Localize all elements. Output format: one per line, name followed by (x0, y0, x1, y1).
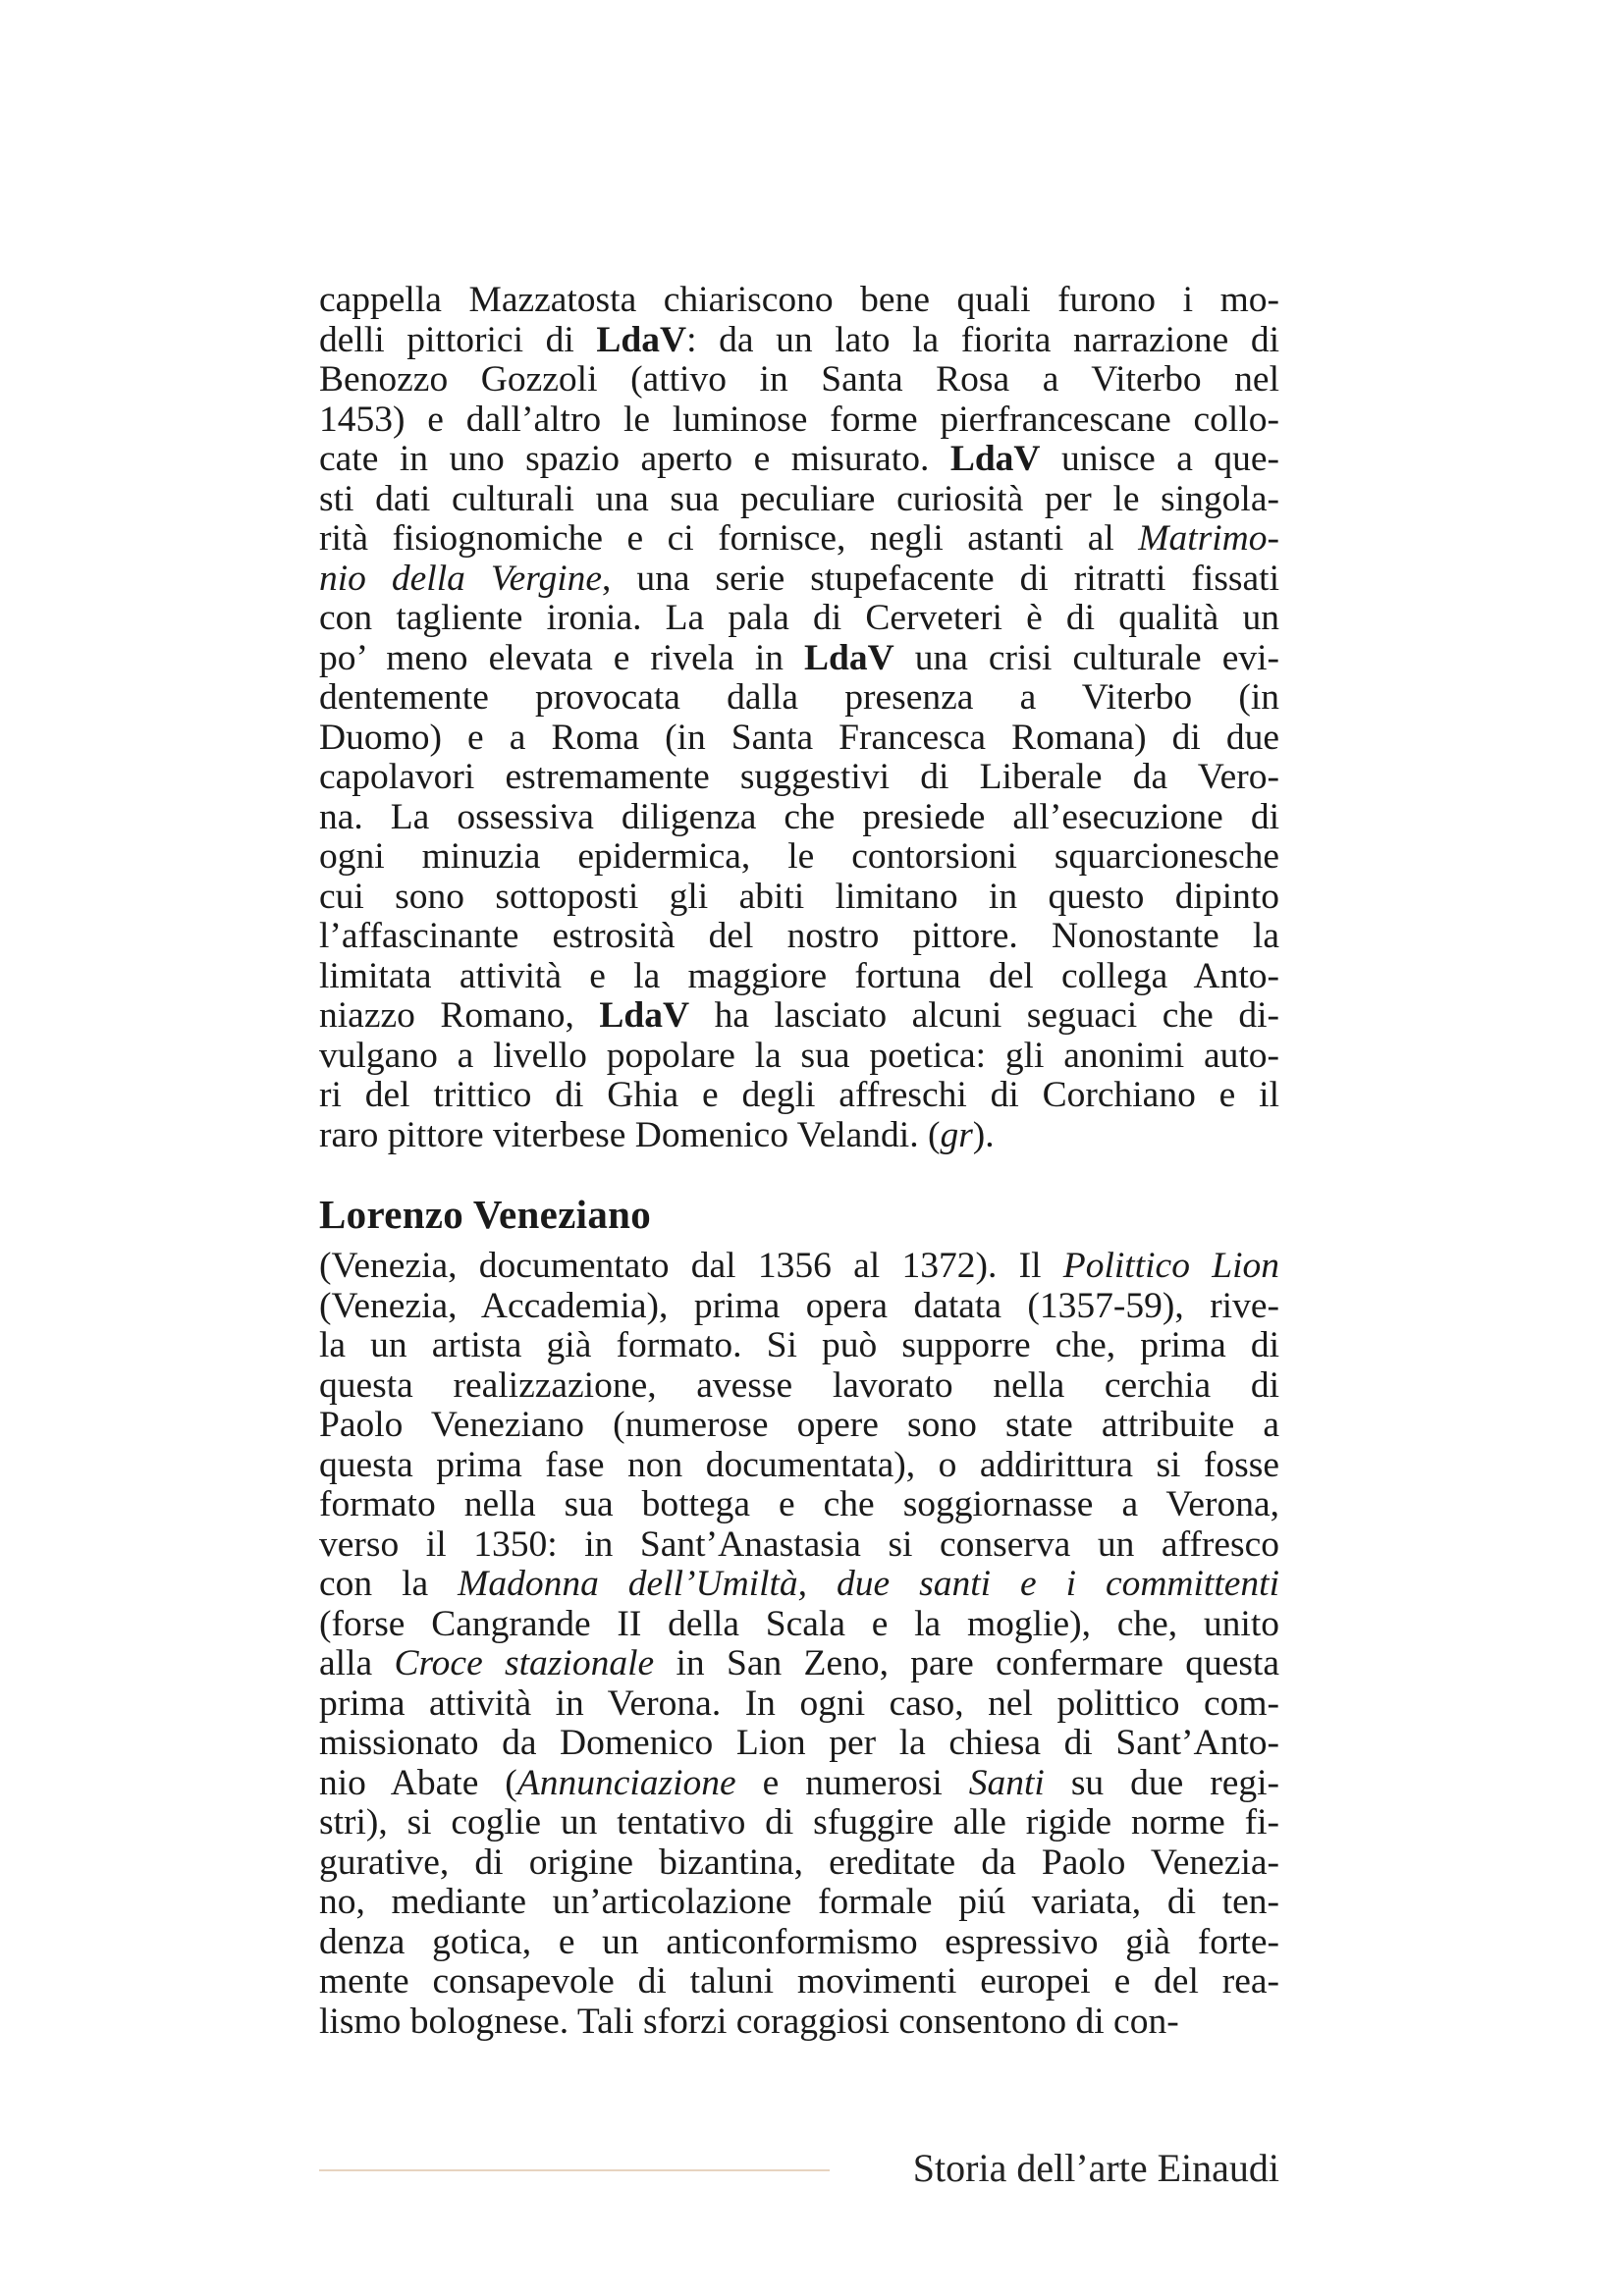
para2-line: mente consapevole di taluni movimenti europei e del rea- (319, 1961, 1279, 2002)
para1-line: dentemente provocata dalla presenza a Viterbo (in (319, 677, 1279, 718)
para1-line: 1453) e dall’altro le luminose forme pierfrancescane collo- (319, 399, 1279, 440)
para1-line: l’affascinante estrosità del nostro pittore. Nonostante la (319, 916, 1279, 956)
para1-line: ri del trittico di Ghia e degli affreschi di Corchiano e il (319, 1075, 1279, 1115)
para1-line: vulgano a livello popolare la sua poetica: gli anonimi auto- (319, 1035, 1279, 1076)
para2-line: (Venezia, Accademia), prima opera datata (1357-59), rive- (319, 1285, 1279, 1326)
para1-line: rità fisiognomiche e ci fornisce, negli astanti al Matrimo- (319, 518, 1279, 559)
para2-line: questa prima fase non documentata), o addirittura si fosse (319, 1444, 1279, 1485)
para2-line: verso il 1350: in Sant’Anastasia si conserva un affresco (319, 1523, 1279, 1565)
para2-line: lismo bolognese. Tali sforzi coraggiosi consentono di con- (319, 2001, 1179, 2042)
para1-line: raro pittore viterbese Domenico Velandi. (gr). (319, 1114, 995, 1155)
para1-line: Benozzo Gozzoli (attivo in Santa Rosa a Viterbo nel (319, 359, 1279, 400)
para2-line: Paolo Veneziano (numerose opere sono state attribuite a (319, 1405, 1279, 1445)
para2-line: stri), si coglie un tentativo di sfuggire alle rigide norme fi- (319, 1802, 1279, 1842)
para1-line: ogni minuzia epidermica, le contorsioni squarcionesche (319, 836, 1279, 877)
para2-line: alla Croce stazionale in San Zeno, pare confermare questa (319, 1643, 1279, 1683)
para1-line: Duomo) e a Roma (in Santa Francesca Romana) di due (319, 717, 1279, 758)
para2-line: nio Abate (Annunciazione e numerosi Santi su due regi- (319, 1762, 1279, 1803)
para1-line: sti dati culturali una sua peculiare curiosità per le singola- (319, 478, 1279, 519)
para2-line: no, mediante un’articolazione formale piú variata, di ten- (319, 1882, 1279, 1922)
para1-line: na. La ossessiva diligenza che presiede all’esecuzione di (319, 796, 1279, 837)
para1-line: niazzo Romano, LdaV ha lasciato alcuni seguaci che di- (319, 995, 1279, 1036)
para2-line: (Venezia, documentato dal 1356 al 1372). Il Polittico Lion (319, 1246, 1279, 1286)
para2-line: la un artista già formato. Si può supporre che, prima di (319, 1325, 1279, 1365)
para2-line: gurative, di origine bizantina, ereditate da Paolo Venezia- (319, 1842, 1279, 1883)
para2-line: formato nella sua bottega e che soggiornasse a Verona, (319, 1484, 1279, 1524)
para1-line: nio della Vergine, una serie stupefacente di ritratti fissati (319, 558, 1280, 599)
para1-line: con tagliente ironia. La pala di Cerveteri è di qualità un (319, 598, 1279, 638)
para1-line: cui sono sottoposti gli abiti limitano in questo dipinto (319, 876, 1279, 917)
footer-series-title: Storia dell’arte Einaudi (912, 2146, 1279, 2190)
para1-line: po’ meno elevata e rivela in LdaV una crisi culturale evi- (319, 637, 1280, 678)
para2-line: (forse Cangrande II della Scala e la moglie), che, unito (319, 1603, 1279, 1644)
para2-line: missionato da Domenico Lion per la chiesa di Sant’Anto- (319, 1723, 1279, 1763)
para2-line: denza gotica, e un anticonformismo espressivo già forte- (319, 1921, 1279, 1962)
para2-line: questa realizzazione, avesse lavorato nella cerchia di (319, 1364, 1279, 1406)
para2-line: con la Madonna dell’Umiltà, due santi e i committenti (319, 1564, 1279, 1604)
para1-line: cate in uno spazio aperto e misurato. LdaV unisce a que- (319, 439, 1279, 479)
paragraph-ldav (319, 281, 1279, 1155)
para1-line: capolavori estremamente suggestivi di Liberale da Vero- (319, 757, 1279, 797)
para1-line: limitata attività e la maggiore fortuna del collega Anto- (319, 955, 1279, 996)
para1-line: cappella Mazzatosta chiariscono bene quali furono i mo- (319, 280, 1279, 320)
paragraph-lorenzo-veneziano (319, 1247, 1279, 2042)
para2-line: prima attività in Verona. In ogni caso, nel polittico com- (319, 1682, 1279, 1724)
section-heading: Lorenzo Veneziano (319, 1192, 652, 1237)
footer-divider (319, 2169, 830, 2171)
para1-line: delli pittorici di LdaV: da un lato la fiorita narrazione di (319, 319, 1280, 360)
